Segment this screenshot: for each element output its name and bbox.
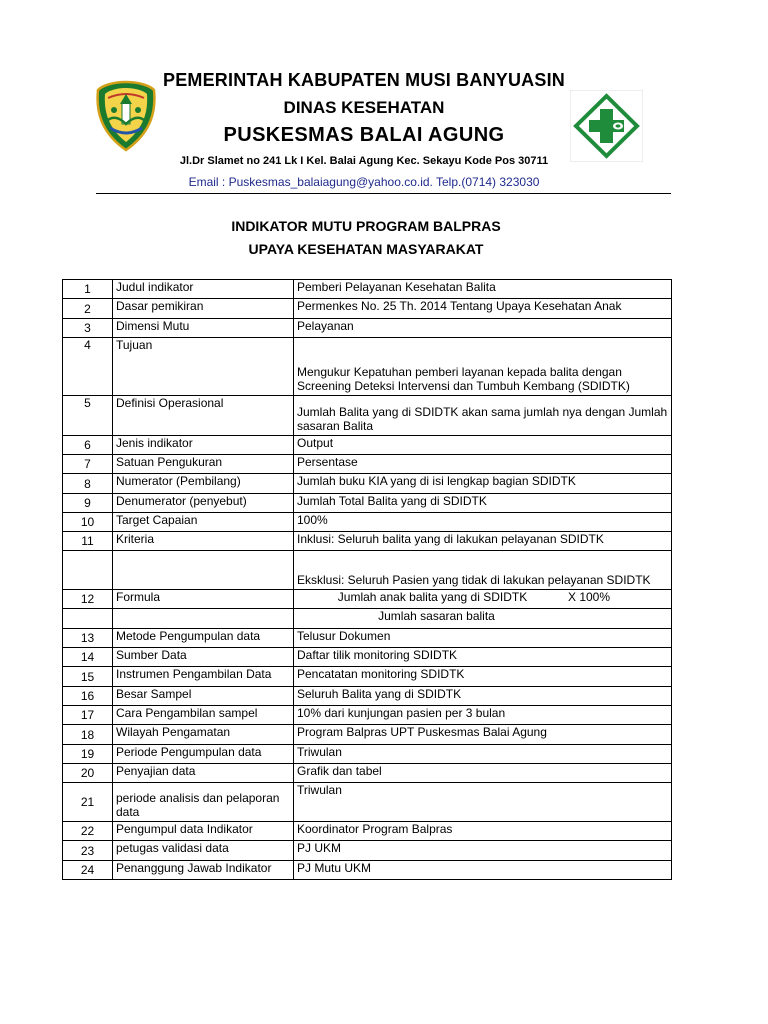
- row-label: Besar Sampel: [113, 687, 294, 706]
- row-label: Dimensi Mutu: [113, 319, 294, 338]
- row-label: Penanggung Jawab Indikator: [113, 861, 294, 880]
- table-row: [63, 513, 672, 532]
- row-label: Pengumpul data Indikator: [113, 822, 294, 841]
- indicator-table: [62, 279, 672, 880]
- row-label: Cara Pengambilan sampel: [113, 706, 294, 725]
- row-value: Grafik dan tabel: [294, 764, 672, 783]
- table-row: [63, 822, 672, 841]
- row-label: Denumerator (penyebut): [113, 494, 294, 513]
- row-number-empty: [63, 609, 113, 629]
- formula-multiplier: X 100%: [568, 590, 611, 604]
- row-number: 17: [63, 706, 113, 725]
- row-label: Kriteria: [113, 532, 294, 551]
- table-row: [63, 551, 672, 590]
- row-label: Dasar pemikiran: [113, 299, 294, 319]
- row-label: Satuan Pengukuran: [113, 455, 294, 474]
- row-label: Periode Pengumpulan data: [113, 745, 294, 764]
- row-number: 4: [63, 338, 113, 396]
- row-value: Daftar tilik monitoring SDIDTK: [294, 648, 672, 667]
- table-row: [63, 667, 672, 687]
- row-label: petugas validasi data: [113, 841, 294, 861]
- row-value: Telusur Dokumen: [294, 629, 672, 648]
- table-row: [63, 319, 672, 338]
- row-number: 22: [63, 822, 113, 841]
- row-number: 5: [63, 396, 113, 436]
- table-row: [63, 783, 672, 822]
- row-value: Seluruh Balita yang di SDIDTK: [294, 687, 672, 706]
- table-row: [63, 436, 672, 455]
- row-value: Jumlah Balita yang di SDIDTK akan sama jumlah nya dengan Jumlah sasaran Balita: [294, 396, 672, 436]
- row-value: Program Balpras UPT Puskesmas Balai Agung: [294, 725, 672, 745]
- row-label: Tujuan: [113, 338, 294, 396]
- row-number: 8: [63, 474, 113, 494]
- row-number: 14: [63, 648, 113, 667]
- row-value: Koordinator Program Balpras: [294, 822, 672, 841]
- row-label: Judul indikator: [113, 280, 294, 299]
- row-label: Formula: [113, 590, 294, 609]
- table-row: [63, 474, 672, 494]
- table-row: [63, 338, 672, 396]
- row-label: Target Capaian: [113, 513, 294, 532]
- row-number-empty: [63, 551, 113, 590]
- row-value: Pencatatan monitoring SDIDTK: [294, 667, 672, 687]
- row-label: Sumber Data: [113, 648, 294, 667]
- table-row: [63, 396, 672, 436]
- table-row: [63, 629, 672, 648]
- row-value: Jumlah Total Balita yang di SDIDTK: [294, 494, 672, 513]
- row-label: Metode Pengumpulan data: [113, 629, 294, 648]
- row-label: Numerator (Pembilang): [113, 474, 294, 494]
- table-row: [63, 725, 672, 745]
- table-row: [63, 745, 672, 764]
- row-value: PJ UKM: [294, 841, 672, 861]
- table-row: [63, 532, 672, 551]
- header-divider: [96, 193, 671, 194]
- row-number: 20: [63, 764, 113, 783]
- row-number: 16: [63, 687, 113, 706]
- table-row: [63, 299, 672, 319]
- table-row: [63, 590, 672, 609]
- row-value: Mengukur Kepatuhan pemberi layanan kepada balita dengan Screening Deteksi Intervensi dan Tumbuh Kembang (SDIDTK): [294, 338, 672, 396]
- row-value: Pemberi Pelayanan Kesehatan Balita: [294, 280, 672, 299]
- row-number: 2: [63, 299, 113, 319]
- table-row: [63, 687, 672, 706]
- row-value: Jumlah buku KIA yang di isi lengkap bagian SDIDTK: [294, 474, 672, 494]
- row-number: 15: [63, 667, 113, 687]
- document-subtitle: UPAYA KESEHATAN MASYARAKAT: [248, 241, 484, 257]
- row-value: 100%: [294, 513, 672, 532]
- department-name: DINAS KESEHATAN: [283, 98, 445, 117]
- row-label: Definisi Operasional: [113, 396, 294, 436]
- table-row: [63, 706, 672, 725]
- formula-numerator-cell: [294, 590, 672, 609]
- row-number: 23: [63, 841, 113, 861]
- row-label: Wilayah Pengamatan: [113, 725, 294, 745]
- table-row: [63, 609, 672, 629]
- row-number: 9: [63, 494, 113, 513]
- row-label: Jenis indikator: [113, 436, 294, 455]
- row-number: 3: [63, 319, 113, 338]
- table-row: [63, 861, 672, 880]
- row-number: 11: [63, 532, 113, 551]
- row-label: periode analisis dan pelaporan data: [113, 783, 294, 822]
- table-row: [63, 280, 672, 299]
- government-name: PEMERINTAH KABUPATEN MUSI BANYUASIN: [162, 70, 565, 90]
- row-value: Permenkes No. 25 Th. 2014 Tentang Upaya Kesehatan Anak: [294, 299, 672, 319]
- row-number: 7: [63, 455, 113, 474]
- row-value: Triwulan: [294, 745, 672, 764]
- row-value: 10% dari kunjungan pasien per 3 bulan: [294, 706, 672, 725]
- row-number: 21: [63, 783, 113, 822]
- table-row: [63, 455, 672, 474]
- row-number: 19: [63, 745, 113, 764]
- row-label-empty: [113, 609, 294, 629]
- row-number: 13: [63, 629, 113, 648]
- formula-denominator: Jumlah sasaran balita: [294, 609, 672, 629]
- address: Jl.Dr Slamet no 241 Lk I Kel. Balai Agung Kec. Sekayu Kode Pos 30711: [179, 155, 549, 167]
- contact-info: Email : Puskesmas_balaiagung@yahoo.co.id. Telp.(0714) 323030: [188, 175, 540, 189]
- table-row: [63, 764, 672, 783]
- formula-numerator: Jumlah anak balita yang di SDIDTK: [337, 590, 528, 604]
- row-number: 24: [63, 861, 113, 880]
- puskesmas-name: PUSKESMAS BALAI AGUNG: [223, 124, 505, 146]
- row-number: 1: [63, 280, 113, 299]
- row-value: Triwulan: [294, 783, 672, 822]
- row-value: Output: [294, 436, 672, 455]
- row-number: 12: [63, 590, 113, 609]
- row-value: PJ Mutu UKM: [294, 861, 672, 880]
- row-value: Pelayanan: [294, 319, 672, 338]
- table-row: [63, 494, 672, 513]
- row-value: Inklusi: Seluruh balita yang di lakukan pelayanan SDIDTK: [294, 532, 672, 551]
- row-label: Instrumen Pengambilan Data: [113, 667, 294, 687]
- row-value-continued: Eksklusi: Seluruh Pasien yang tidak di lakukan pelayanan SDIDTK: [294, 551, 672, 590]
- document-title: INDIKATOR MUTU PROGRAM BALPRAS: [231, 218, 501, 234]
- row-label: Penyajian data: [113, 764, 294, 783]
- row-value: Persentase: [294, 455, 672, 474]
- row-number: 6: [63, 436, 113, 455]
- table-row: [63, 648, 672, 667]
- table-row: [63, 841, 672, 861]
- row-number: 18: [63, 725, 113, 745]
- row-label-empty: [113, 551, 294, 590]
- row-number: 10: [63, 513, 113, 532]
